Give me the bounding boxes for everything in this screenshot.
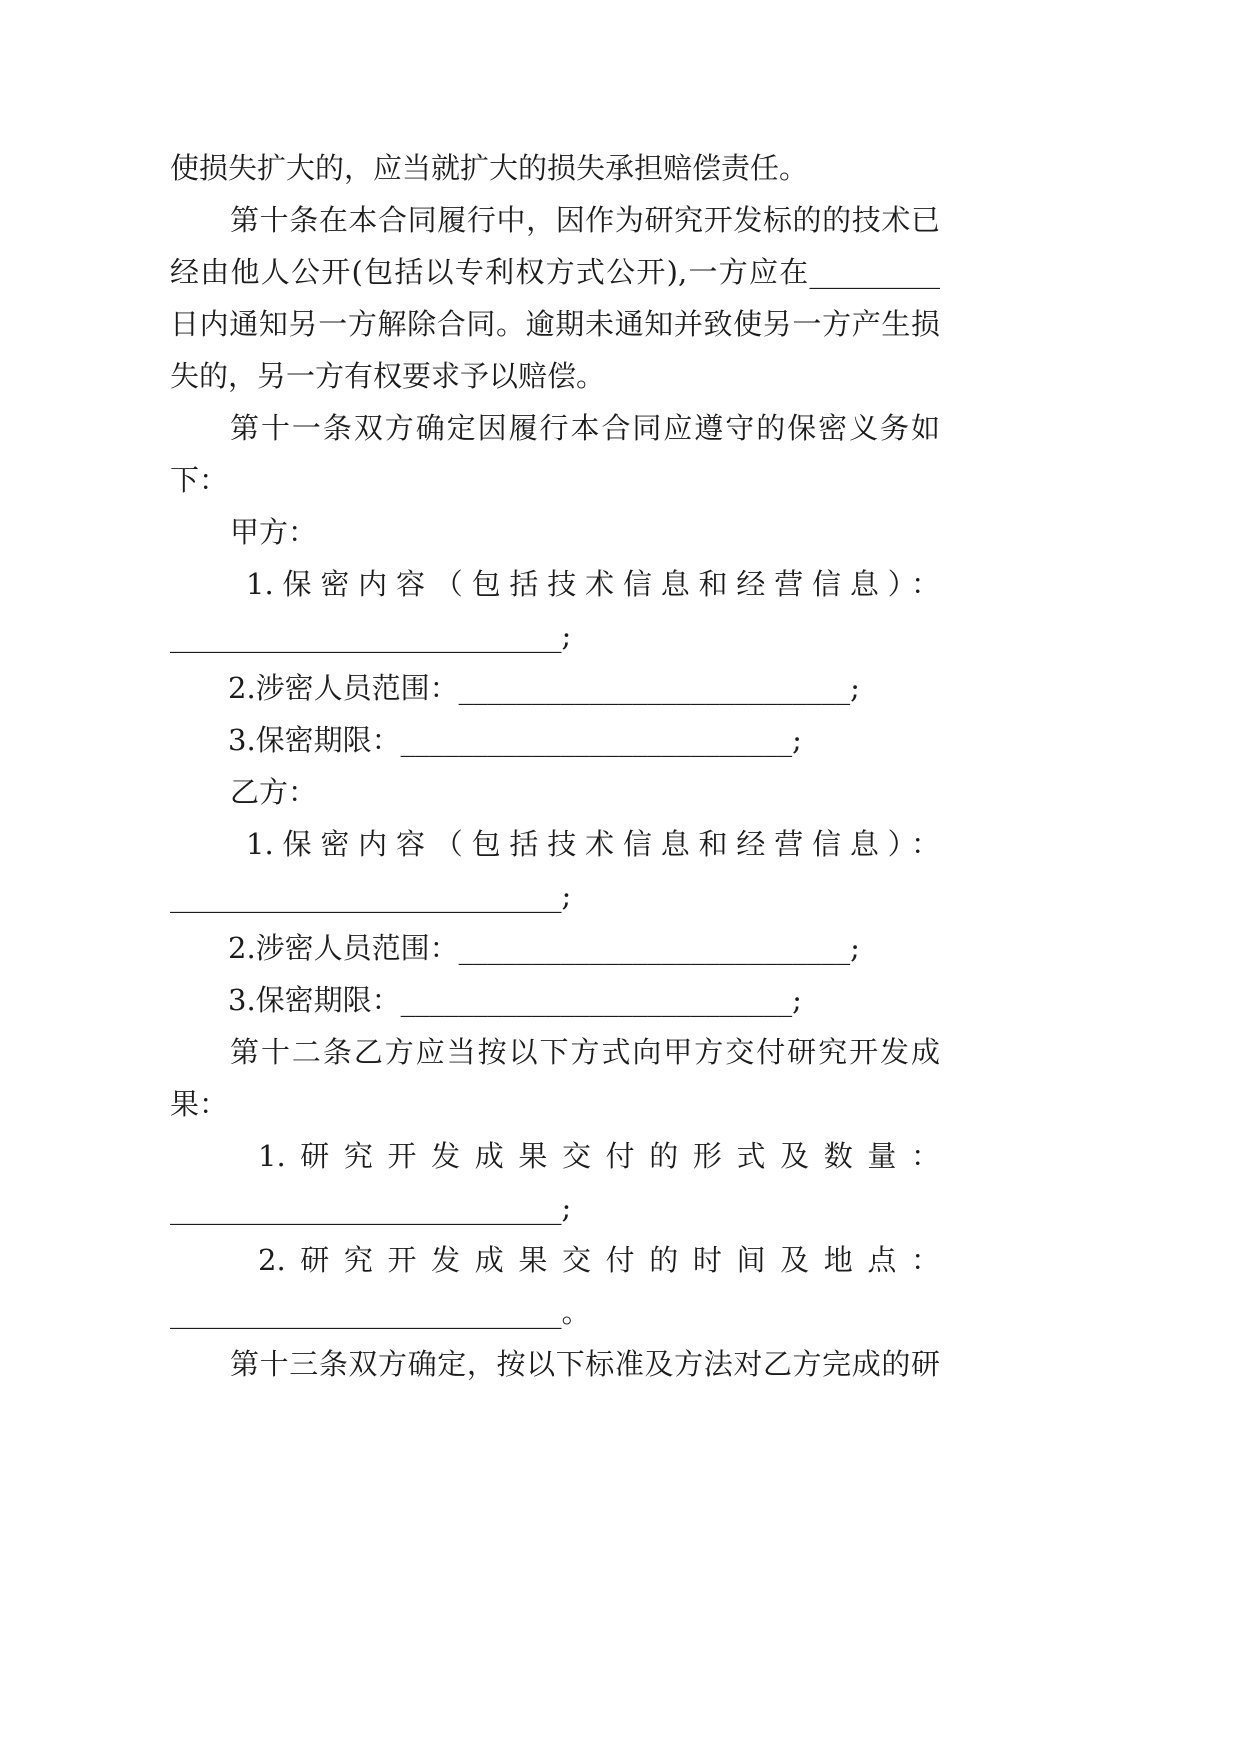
article-10-line: 失的，另一方有权要求予以赔偿。	[170, 359, 606, 393]
party-b-item-1-blank: ___________________________;	[170, 879, 572, 913]
article-10-line: 第十条在本合同履行中，因作为研究开发标的的技术已	[230, 203, 940, 237]
article-12-item-2-blank: ___________________________。	[170, 1295, 591, 1329]
party-a-label: 甲方：	[230, 515, 318, 549]
party-a-item-3: 3.保密期限：___________________________;	[228, 723, 802, 757]
article-11-heading-line: 第十一条双方确定因履行本合同应遵守的保密义务如	[230, 411, 940, 445]
article-12-heading-line: 果：	[170, 1087, 229, 1121]
party-b-item-3: 3.保密期限：___________________________;	[228, 983, 802, 1017]
article-12-item-2-line: 2.研究开发成果交付的时间及地点：	[258, 1243, 940, 1277]
party-b-item-1-line: 1.保密内容（包括技术信息和经营信息）：	[246, 827, 940, 861]
article-10-line: 经由他人公开(包括以专利权方式公开),一方应在_________	[170, 255, 940, 289]
article-12-heading-line: 第十二条乙方应当按以下方式向甲方交付研究开发成	[230, 1035, 940, 1069]
party-a-item-1-blank: ___________________________;	[170, 619, 572, 653]
article-12-item-1-line: 1.研究开发成果交付的形式及数量：	[258, 1139, 940, 1173]
party-b-item-2: 2.涉密人员范围：___________________________;	[228, 931, 860, 965]
article-11-heading-line: 下：	[170, 463, 229, 497]
article-12-item-1-blank: ___________________________;	[170, 1191, 572, 1225]
article-10-line: 日内通知另一方解除合同。逾期未通知并致使另一方产生损	[170, 307, 940, 341]
continuation-line: 使损失扩大的，应当就扩大的损失承担赔偿责任。	[170, 151, 809, 185]
article-13-line: 第十三条双方确定，按以下标准及方法对乙方完成的研	[230, 1347, 940, 1381]
party-b-label: 乙方：	[230, 775, 318, 809]
party-a-item-2: 2.涉密人员范围：___________________________;	[228, 671, 860, 705]
party-a-item-1-line: 1.保密内容（包括技术信息和经营信息）：	[246, 567, 940, 601]
document-body	[170, 142, 940, 1390]
